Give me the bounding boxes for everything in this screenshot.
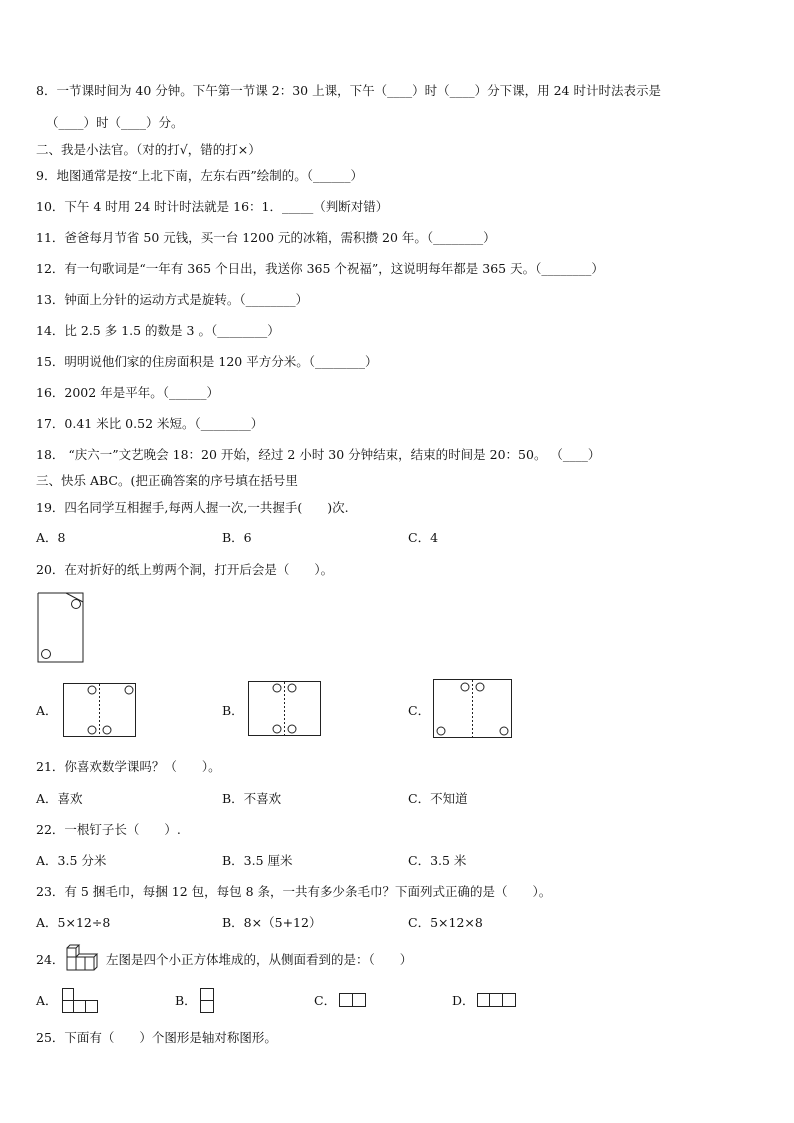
q21-stem: 21．你喜欢数学课吗？（ ）。 (36, 759, 221, 774)
q15: 15．明明说他们家的住房面积是 120 平方分米。（________） (36, 354, 378, 369)
q13: 13．钟面上分针的运动方式是旋转。（________） (36, 292, 309, 307)
q9: 9．地图通常是按“上北下南，左东右西”绘制的。（______） (36, 168, 363, 183)
folded-paper-figure (36, 590, 86, 664)
q22-option-a: A．3.5 分米 (36, 853, 107, 868)
q22-option-b: B．3.5 厘米 (222, 853, 293, 868)
q20-stem: 20．在对折好的纸上剪两个洞，打开后会是（ ）。 (36, 562, 334, 577)
q17: 17．0.41 米比 0.52 米短。（________） (36, 416, 264, 431)
q24-stem: 左图是四个小正方体堆成的，从侧面看到的是：（ ） (106, 952, 413, 967)
q19-stem: 19．四名同学互相握手,每两人握一次,一共握手( )次. (36, 500, 349, 515)
q24-number: 24． (36, 952, 65, 967)
q20-option-a: A． (36, 703, 58, 718)
stacked-cubes-figure (64, 945, 108, 973)
q10: 10．下午 4 时用 24 时计时法就是 16：1．_____（判断对错） (36, 199, 389, 214)
q21-option-a: A．喜欢 (36, 791, 83, 806)
q24-option-a-figure (62, 988, 100, 1014)
q24-option-d-figure (477, 993, 519, 1009)
q16: 16．2002 年是平年。（______） (36, 385, 219, 400)
section3-title: 三、快乐 ABC。(把正确答案的序号填在括号里 (36, 473, 298, 488)
q18: 18． “庆六一”文艺晚会 18：20 开始，经过 2 小时 30 分钟结束，结束的时间是 20：50。 （____） (36, 447, 601, 462)
q23-option-b: B．8×（5+12） (222, 915, 322, 930)
section2-title: 二、我是小法官。（对的打√，错的打×） (36, 142, 261, 157)
q24-option-c-figure (339, 993, 369, 1009)
q23-option-c: C．5×12×8 (408, 915, 483, 930)
q24-option-b-figure (200, 988, 216, 1014)
q8-line2: （____）时（____）分。 (46, 115, 184, 130)
q20-option-b-figure (248, 681, 322, 737)
q21-option-b: B．不喜欢 (222, 791, 282, 806)
q24-option-b: B． (175, 993, 197, 1008)
q23-option-a: A．5×12÷8 (36, 915, 111, 930)
q20-option-c-figure (433, 679, 513, 739)
q19-option-b: B．6 (222, 530, 252, 545)
q20-option-a-figure (63, 683, 137, 738)
q8-line1: 8．一节课时间为 40 分钟。下午第一节课 2：30 上课，下午（____）时（____）分下课，用 24 时计时法表示是 (36, 83, 661, 98)
q22-stem: 22．一根钉子长（ ）. (36, 822, 181, 837)
q24-option-c: C． (314, 993, 337, 1008)
q22-option-c: C．3.5 米 (408, 853, 467, 868)
q11: 11．爸爸每月节省 50 元钱，买一台 1200 元的冰箱，需积攒 20 年。（________） (36, 230, 496, 245)
q20-option-c: C． (408, 703, 431, 718)
q23-stem: 23．有 5 捆毛巾，每捆 12 包，每包 8 条，一共有多少条毛巾？下面列式正确的是（ ）。 (36, 884, 552, 899)
q14: 14．比 2.5 多 1.5 的数是 3 。（________） (36, 323, 280, 338)
q21-option-c: C．不知道 (408, 791, 468, 806)
q25-stem: 25．下面有（ ）个图形是轴对称图形。 (36, 1030, 277, 1045)
q24-option-a: A． (36, 993, 58, 1008)
q19-option-a: A．8 (36, 530, 66, 545)
q20-option-b: B． (222, 703, 244, 718)
q12: 12．有一句歌词是“一年有 365 个日出，我送你 365 个祝福”，这说明每年都是 365 天。（________） (36, 261, 604, 276)
q19-option-c: C．4 (408, 530, 439, 545)
q24-option-d: D． (452, 993, 475, 1008)
